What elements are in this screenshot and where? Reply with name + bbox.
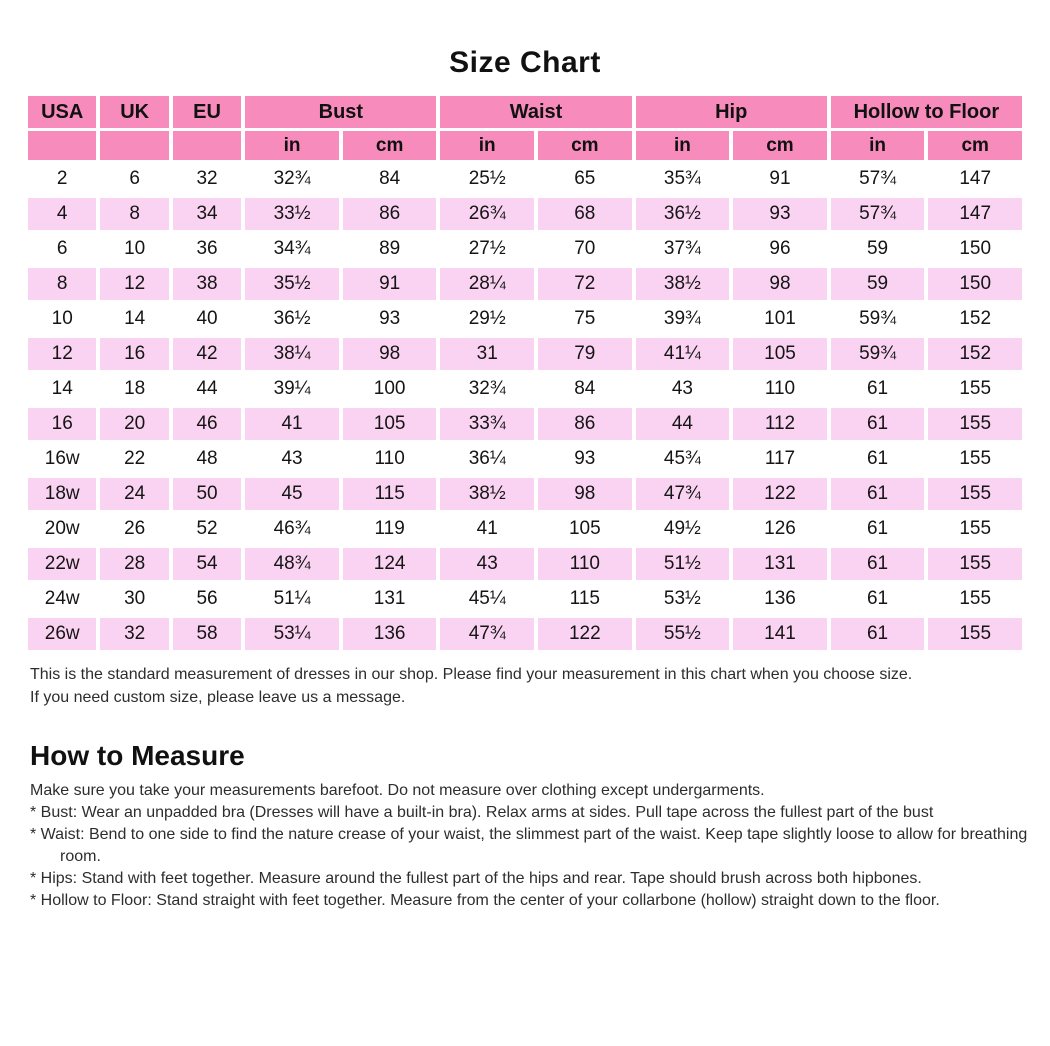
table-cell: 117 [733, 443, 827, 475]
header-unit-row [28, 131, 1022, 160]
table-cell: 57¾ [831, 198, 925, 230]
column-header-usa: USA [28, 96, 96, 128]
table-cell: 147 [928, 198, 1022, 230]
table-cell: 42 [173, 338, 241, 370]
unit-header-in: in [440, 131, 534, 160]
table-cell: 28¼ [440, 268, 534, 300]
table-cell: 93 [343, 303, 437, 335]
table-cell: 124 [343, 548, 437, 580]
instruction-item: * Bust: Wear an unpadded bra (Dresses will have a built-in bra). Relax arms at sides. Pull tape across the fullest part of the bust [30, 804, 934, 821]
table-cell: 51½ [636, 548, 730, 580]
table-cell: 68 [538, 198, 632, 230]
table-cell: 147 [928, 163, 1022, 195]
table-cell: 32 [173, 163, 241, 195]
table-cell: 48¾ [245, 548, 339, 580]
table-cell: 30 [100, 583, 168, 615]
table-cell: 59¾ [831, 338, 925, 370]
table-cell: 72 [538, 268, 632, 300]
table-cell: 79 [538, 338, 632, 370]
table-cell: 14 [28, 373, 96, 405]
table-cell: 22 [100, 443, 168, 475]
table-cell: 84 [538, 373, 632, 405]
table-cell: 38 [173, 268, 241, 300]
table-cell: 105 [343, 408, 437, 440]
instruction-item: * Hollow to Floor: Stand straight with feet together. Measure from the center of your collarbone (hollow) straight down to the floor. [30, 892, 940, 909]
table-cell: 122 [538, 618, 632, 650]
column-header-bust: Bust [245, 96, 436, 128]
table-cell: 131 [733, 548, 827, 580]
table-cell: 37¾ [636, 233, 730, 265]
table-cell: 38½ [440, 478, 534, 510]
table-cell: 155 [928, 408, 1022, 440]
table-cell: 41 [440, 513, 534, 545]
column-header-hollow-to-floor: Hollow to Floor [831, 96, 1022, 128]
table-cell: 33¾ [440, 408, 534, 440]
unit-header-empty [173, 131, 241, 160]
table-cell: 119 [343, 513, 437, 545]
table-cell: 98 [538, 478, 632, 510]
table-cell: 112 [733, 408, 827, 440]
table-cell: 155 [928, 373, 1022, 405]
table-row [28, 443, 1022, 475]
table-cell: 105 [733, 338, 827, 370]
table-cell: 136 [343, 618, 437, 650]
table-cell: 26w [28, 618, 96, 650]
table-cell: 105 [538, 513, 632, 545]
table-cell: 155 [928, 583, 1022, 615]
table-cell: 91 [343, 268, 437, 300]
table-cell: 39¼ [245, 373, 339, 405]
table-cell: 12 [28, 338, 96, 370]
table-cell: 26 [100, 513, 168, 545]
table-row [28, 548, 1022, 580]
instruction-intro: Make sure you take your measurements barefoot. Do not measure over clothing except undergarments. [30, 782, 765, 799]
table-cell: 56 [173, 583, 241, 615]
column-header-waist: Waist [440, 96, 631, 128]
table-cell: 93 [733, 198, 827, 230]
table-cell: 59 [831, 233, 925, 265]
table-cell: 100 [343, 373, 437, 405]
column-header-hip: Hip [636, 96, 827, 128]
table-cell: 115 [538, 583, 632, 615]
instruction-item: * Waist: Bend to one side to find the nature crease of your waist, the slimmest part of the waist. Keep tape slightly loose to allow for breathing room. [30, 826, 1028, 865]
page-title: Size Chart [449, 46, 601, 79]
table-cell: 136 [733, 583, 827, 615]
table-cell: 8 [28, 268, 96, 300]
how-to-measure-heading: How to Measure [30, 740, 245, 771]
table-cell: 45¼ [440, 583, 534, 615]
table-body [28, 163, 1022, 650]
table-cell: 35¾ [636, 163, 730, 195]
table-cell: 38½ [636, 268, 730, 300]
table-cell: 84 [343, 163, 437, 195]
table-cell: 10 [100, 233, 168, 265]
table-cell: 25½ [440, 163, 534, 195]
table-cell: 65 [538, 163, 632, 195]
table-cell: 20w [28, 513, 96, 545]
table-row [28, 198, 1022, 230]
table-cell: 98 [733, 268, 827, 300]
table-cell: 155 [928, 478, 1022, 510]
table-cell: 89 [343, 233, 437, 265]
table-cell: 40 [173, 303, 241, 335]
table-cell: 28 [100, 548, 168, 580]
table-cell: 86 [538, 408, 632, 440]
unit-header-cm: cm [538, 131, 632, 160]
table-cell: 48 [173, 443, 241, 475]
table-cell: 36½ [245, 303, 339, 335]
table-cell: 6 [28, 233, 96, 265]
table-cell: 26¾ [440, 198, 534, 230]
table-cell: 38¼ [245, 338, 339, 370]
table-cell: 34 [173, 198, 241, 230]
table-cell: 4 [28, 198, 96, 230]
table-cell: 61 [831, 548, 925, 580]
table-cell: 18w [28, 478, 96, 510]
table-cell: 45 [245, 478, 339, 510]
table-cell: 34¾ [245, 233, 339, 265]
table-cell: 33½ [245, 198, 339, 230]
table-cell: 61 [831, 583, 925, 615]
column-header-uk: UK [100, 96, 168, 128]
table-cell: 150 [928, 268, 1022, 300]
table-cell: 36 [173, 233, 241, 265]
table-cell: 51¼ [245, 583, 339, 615]
table-cell: 43 [636, 373, 730, 405]
table-cell: 57¾ [831, 163, 925, 195]
table-cell: 152 [928, 303, 1022, 335]
table-cell: 41¼ [636, 338, 730, 370]
instruction-item: * Hips: Stand with feet together. Measure around the fullest part of the hips and rear. Tape should brush across both hipbones. [30, 870, 922, 887]
table-cell: 115 [343, 478, 437, 510]
table-row [28, 373, 1022, 405]
unit-header-in: in [831, 131, 925, 160]
table-cell: 32¾ [440, 373, 534, 405]
table-cell: 44 [636, 408, 730, 440]
table-cell: 10 [28, 303, 96, 335]
table-cell: 61 [831, 373, 925, 405]
table-cell: 53½ [636, 583, 730, 615]
table-cell: 52 [173, 513, 241, 545]
unit-header-in: in [636, 131, 730, 160]
table-cell: 49½ [636, 513, 730, 545]
table-cell: 55½ [636, 618, 730, 650]
table-row [28, 583, 1022, 615]
table-cell: 53¼ [245, 618, 339, 650]
table-cell: 43 [440, 548, 534, 580]
table-row [28, 338, 1022, 370]
table-cell: 31 [440, 338, 534, 370]
table-cell: 16 [100, 338, 168, 370]
table-cell: 44 [173, 373, 241, 405]
table-cell: 155 [928, 618, 1022, 650]
table-cell: 41 [245, 408, 339, 440]
table-cell: 93 [538, 443, 632, 475]
table-row [28, 163, 1022, 195]
table-cell: 122 [733, 478, 827, 510]
table-cell: 22w [28, 548, 96, 580]
table-cell: 54 [173, 548, 241, 580]
table-cell: 110 [538, 548, 632, 580]
table-cell: 32¾ [245, 163, 339, 195]
table-cell: 59¾ [831, 303, 925, 335]
table-cell: 20 [100, 408, 168, 440]
table-cell: 61 [831, 513, 925, 545]
table-cell: 6 [100, 163, 168, 195]
table-row [28, 618, 1022, 650]
table-cell: 36¼ [440, 443, 534, 475]
table-row [28, 303, 1022, 335]
table-cell: 75 [538, 303, 632, 335]
table-cell: 47¾ [440, 618, 534, 650]
table-cell: 155 [928, 548, 1022, 580]
table-cell: 24 [100, 478, 168, 510]
unit-header-in: in [245, 131, 339, 160]
measure-instructions [30, 780, 1034, 912]
size-chart-table [24, 93, 1026, 653]
table-cell: 12 [100, 268, 168, 300]
table-cell: 155 [928, 513, 1022, 545]
table-cell: 61 [831, 443, 925, 475]
unit-header-cm: cm [733, 131, 827, 160]
table-cell: 35½ [245, 268, 339, 300]
table-row [28, 408, 1022, 440]
table-cell: 152 [928, 338, 1022, 370]
table-cell: 46 [173, 408, 241, 440]
table-cell: 150 [928, 233, 1022, 265]
table-cell: 14 [100, 303, 168, 335]
table-cell: 101 [733, 303, 827, 335]
table-cell: 131 [343, 583, 437, 615]
table-cell: 16w [28, 443, 96, 475]
table-cell: 91 [733, 163, 827, 195]
table-cell: 141 [733, 618, 827, 650]
unit-header-empty [100, 131, 168, 160]
unit-header-cm: cm [928, 131, 1022, 160]
table-cell: 58 [173, 618, 241, 650]
table-cell: 155 [928, 443, 1022, 475]
table-cell: 2 [28, 163, 96, 195]
table-cell: 32 [100, 618, 168, 650]
table-cell: 61 [831, 478, 925, 510]
table-cell: 45¾ [636, 443, 730, 475]
table-cell: 96 [733, 233, 827, 265]
table-cell: 59 [831, 268, 925, 300]
table-cell: 98 [343, 338, 437, 370]
table-cell: 24w [28, 583, 96, 615]
unit-header-empty [28, 131, 96, 160]
standard-measurement-note [30, 663, 1026, 709]
table-cell: 8 [100, 198, 168, 230]
header-group-row [28, 96, 1022, 128]
table-cell: 61 [831, 618, 925, 650]
table-row [28, 478, 1022, 510]
table-cell: 43 [245, 443, 339, 475]
unit-header-cm: cm [343, 131, 437, 160]
note-line: If you need custom size, please leave us a message. [30, 689, 406, 706]
table-cell: 50 [173, 478, 241, 510]
table-header [28, 96, 1022, 160]
table-cell: 110 [733, 373, 827, 405]
table-cell: 110 [343, 443, 437, 475]
table-cell: 70 [538, 233, 632, 265]
table-cell: 36½ [636, 198, 730, 230]
table-cell: 29½ [440, 303, 534, 335]
note-line: This is the standard measurement of dresses in our shop. Please find your measurement in this chart when you choose size. [30, 666, 913, 683]
table-cell: 126 [733, 513, 827, 545]
table-cell: 46¾ [245, 513, 339, 545]
table-cell: 18 [100, 373, 168, 405]
table-cell: 16 [28, 408, 96, 440]
table-cell: 47¾ [636, 478, 730, 510]
table-row [28, 268, 1022, 300]
table-cell: 86 [343, 198, 437, 230]
table-row [28, 513, 1022, 545]
column-header-eu: EU [173, 96, 241, 128]
table-cell: 61 [831, 408, 925, 440]
table-cell: 39¾ [636, 303, 730, 335]
table-row [28, 233, 1022, 265]
table-cell: 27½ [440, 233, 534, 265]
